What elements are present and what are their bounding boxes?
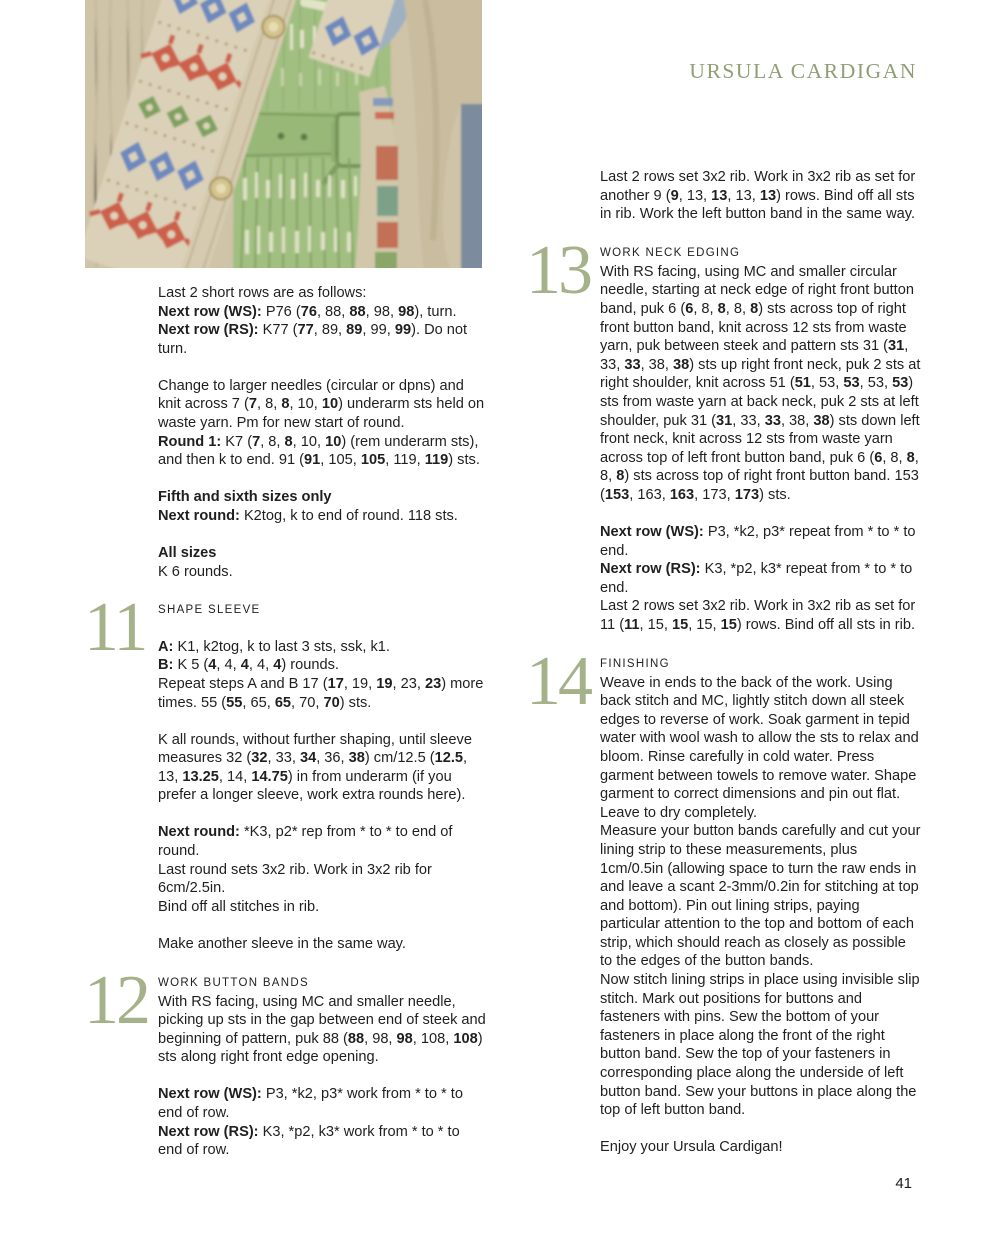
- bold-run: 6: [874, 449, 883, 466]
- step-number: 12: [84, 961, 148, 1039]
- bold-run: All sizes: [158, 545, 217, 562]
- bold-run: 9: [670, 187, 679, 204]
- bold-run: Next row (WS):: [600, 524, 704, 540]
- section-heading: WORK BUTTON BANDS: [158, 976, 309, 989]
- bold-run: 13.25: [182, 768, 219, 785]
- bold-run: 8: [284, 433, 293, 450]
- step-number: 11: [84, 589, 146, 667]
- paragraph: Next row (WS): P3, *k2, p3* repeat from * to * to end. Next row (RS): K3, *p2, k3* repeat from * to * to end. Last 2 rows set 3x2 rib. Work in 3x2 rib as set for 11 (11, 15, 15, 15, 15) rows. Bind off all sts in rib.: [600, 524, 916, 633]
- bold-run: 4: [273, 657, 282, 674]
- bold-run: 65: [274, 694, 292, 711]
- step-13-block: [526, 231, 922, 635]
- text-block: [158, 284, 488, 358]
- bold-run: 8: [717, 300, 726, 317]
- bold-run: Next row (RS):: [158, 322, 259, 339]
- bold-run: 8: [906, 449, 915, 466]
- text-block: [600, 168, 922, 224]
- bold-run: 7: [252, 433, 261, 450]
- bold-run: 88: [347, 1030, 365, 1047]
- section-heading: SHAPE SLEEVE: [158, 604, 261, 617]
- bold-run: Next row (RS):: [600, 561, 701, 578]
- paragraph: Last 2 short rows are as follows: Next row (WS): P76 (76, 88, 88, 98, 98), turn. Next row (RS): K77 (77, 89, 89, 99, 99). Do not turn.: [158, 285, 468, 357]
- bold-run: 99: [394, 322, 412, 339]
- bold-run: 6: [685, 300, 694, 317]
- bold-run: 10: [325, 433, 342, 450]
- bold-run: 19: [376, 675, 393, 692]
- bold-run: 4: [240, 657, 249, 674]
- bold-run: 15: [720, 616, 737, 633]
- paragraph: Last 2 rows set 3x2 rib. Work in 3x2 rib as set for another 9 (9, 13, 13, 13, 13) rows. Bind off all sts in rib. Work the left button band in the same way.: [600, 169, 916, 223]
- bold-run: Next row (WS):: [158, 1086, 262, 1103]
- cardigan-photo: [85, 0, 482, 268]
- section-heading: WORK NECK EDGING: [600, 246, 741, 259]
- bold-run: 153: [604, 486, 630, 503]
- bold-run: 14.75: [251, 768, 288, 785]
- bold-run: 23: [424, 675, 442, 692]
- bold-run: 10: [321, 396, 339, 413]
- bold-run: 70: [323, 694, 340, 711]
- bold-run: 8: [281, 396, 290, 413]
- paragraph: Next row (WS): P3, *k2, p3* work from * to * to end of row. Next row (RS): K3, *p2, k3* work from * to * to end of row.: [158, 1086, 463, 1159]
- bold-run: 38: [348, 750, 365, 767]
- paragraph: A: K1, k2tog, k to last 3 sts, ssk, k1. B: K 5 (4, 4, 4, 4, 4) rounds. Repeat steps A and B 17 (17, 19, 19, 23, 23) more times. 55 (55, 65, 65, 70, 70) sts.: [158, 638, 484, 711]
- bold-run: 91: [304, 452, 321, 469]
- text-block: [158, 488, 488, 525]
- step-11-block: [84, 589, 488, 953]
- step-12-block: [84, 961, 488, 1160]
- bold-run: Round 1:: [158, 433, 222, 450]
- bold-run: 88: [349, 303, 366, 320]
- bold-run: 4: [208, 657, 217, 674]
- right-column: [526, 168, 922, 1157]
- left-column: [84, 284, 488, 1160]
- bold-run: 77: [297, 322, 314, 339]
- bold-run: 53: [892, 375, 909, 392]
- bold-run: Fifth and sixth sizes only: [158, 489, 332, 506]
- paragraph: Fifth and sixth sizes only Next round: K2tog, k to end of round. 118 sts.: [158, 489, 458, 524]
- bold-run: 33: [764, 412, 781, 429]
- bold-run: 108: [453, 1030, 478, 1047]
- paragraph: With RS facing, using MC and smaller circular needle, starting at neck edge of right front button band, puk 6 (6, 8, 8, 8, 8) sts across top of right front button band, knit across 12 sts from waste yarn, puk between steek and pattern sts 31 (31, 33, 33, 38, 38) sts up right front neck, puk 2 sts at right shoulder, knit across 51 (51, 53, 53, 53, 53) sts from waste yarn at back neck, puk 2 sts at left shoulder, puk 31 (31, 33, 33, 38, 38) sts down left front neck, knit across 12 sts from waste yarn across top of left front button band, puk 6 (6, 8, 8, 8, 8) sts across top of right front button band. 153 (153, 163, 163, 173, 173) sts.: [600, 263, 921, 503]
- text-block: [158, 377, 488, 470]
- bold-run: 98: [396, 1030, 413, 1047]
- paragraph: Make another sleeve in the same way.: [158, 935, 406, 952]
- step-14-block: [526, 642, 922, 1157]
- text-block: [158, 544, 488, 581]
- bold-run: Next row (RS):: [158, 1123, 259, 1140]
- bold-run: 7: [248, 396, 257, 413]
- bold-run: 105: [360, 452, 386, 469]
- bold-run: 13: [759, 187, 777, 204]
- cardigan-photo-illustration: [85, 0, 482, 268]
- page-number: 41: [895, 1175, 912, 1192]
- bold-run: 38: [813, 412, 830, 429]
- paragraph: K all rounds, without further shaping, until sleeve measures 32 (32, 33, 34, 36, 38) cm/12.5 (12.5, 13, 13.25, 14, 14.75) in from underarm (if you prefer a longer sleeve, work extra rounds here).: [158, 731, 472, 804]
- bold-run: 8: [750, 300, 759, 317]
- bold-run: 89: [346, 322, 363, 339]
- bold-run: 34: [299, 750, 317, 767]
- bold-run: A:: [158, 638, 174, 655]
- bold-run: 32: [251, 750, 268, 767]
- bold-run: 173: [734, 486, 760, 503]
- paragraph: Change to larger needles (circular or dpns) and knit across 7 (7, 8, 8, 10, 10) underarm sts held on waste yarn. Pm for new start of round. Round 1: K7 (7, 8, 8, 10, 10) (rem underarm sts), and then k to end. 91 (91, 105, 105, 119, 119) sts.: [158, 377, 485, 469]
- bold-run: 76: [300, 303, 317, 320]
- bold-run: Next round:: [158, 507, 240, 524]
- bold-run: Next row (WS):: [158, 303, 262, 320]
- step-number: 13: [526, 231, 590, 309]
- bold-run: 98: [398, 303, 415, 320]
- bold-run: 33: [624, 356, 641, 373]
- bold-run: 8: [616, 468, 625, 485]
- bold-run: 31: [888, 338, 905, 355]
- bold-run: Next round:: [158, 824, 240, 841]
- bold-run: 11: [624, 616, 640, 633]
- paragraph: With RS facing, using MC and smaller needle, picking up sts in the gap between end of steek and beginning of pattern, puk 88 (88, 98, 98, 108, 108) sts along right front edge opening.: [158, 993, 486, 1066]
- page-title: URSULA CARDIGAN: [689, 59, 917, 83]
- paragraph: Next round: *K3, p2* rep from * to * to end of round. Last round sets 3x2 rib. Work in 3x2 rib for 6cm/2.5in. Bind off all stitches in rib.: [158, 824, 453, 915]
- section-heading: FINISHING: [600, 657, 670, 670]
- bold-run: 13: [711, 187, 728, 204]
- bold-run: 31: [716, 412, 733, 429]
- bold-run: 53: [843, 375, 860, 392]
- bold-run: B:: [158, 657, 174, 674]
- step-number: 14: [526, 642, 590, 720]
- bold-run: 12.5: [434, 750, 464, 767]
- bold-run: 55: [226, 694, 243, 711]
- bold-run: 119: [424, 452, 449, 469]
- bold-run: 17: [327, 675, 344, 692]
- bold-run: 51: [794, 375, 811, 392]
- bold-run: 15: [671, 616, 689, 633]
- bold-run: 163: [669, 486, 695, 503]
- paragraph: Weave in ends to the back of the work. Using back stitch and MC, lightly stitch down all steek edges to reverse of work. Soak garment in tepid water with wool wash to allow the sts to relax and bloom. Rinse carefully in cold water. Press garment between towels to remove water. Shape garment to correct dimensions and pin out flat. Leave to dry completely. Measure your button bands carefully and cut your lining strip to these measurements, plus 1cm/0.5in (allowing space to turn the raw ends in and leave a scant 2-3mm/0.2in for stitching at top and bottom). Pin out lining strips, paying particular attention to the top and bottom of each strip, which should reach as closely as possible to the edges of the button bands. Now stitch lining strips in place using invisible slip stitch. Mark out positions for buttons and fasteners with pins. Sew the bottom of your fasteners in place along the front of the right button band. Sew the top of your fasteners in corresponding place along the underside of left button band. Sew your buttons in place along the top of left button band.: [600, 674, 921, 1119]
- bold-run: 38: [673, 356, 690, 373]
- paragraph: All sizes K 6 rounds.: [158, 545, 233, 580]
- paragraph: Enjoy your Ursula Cardigan!: [600, 1139, 783, 1156]
